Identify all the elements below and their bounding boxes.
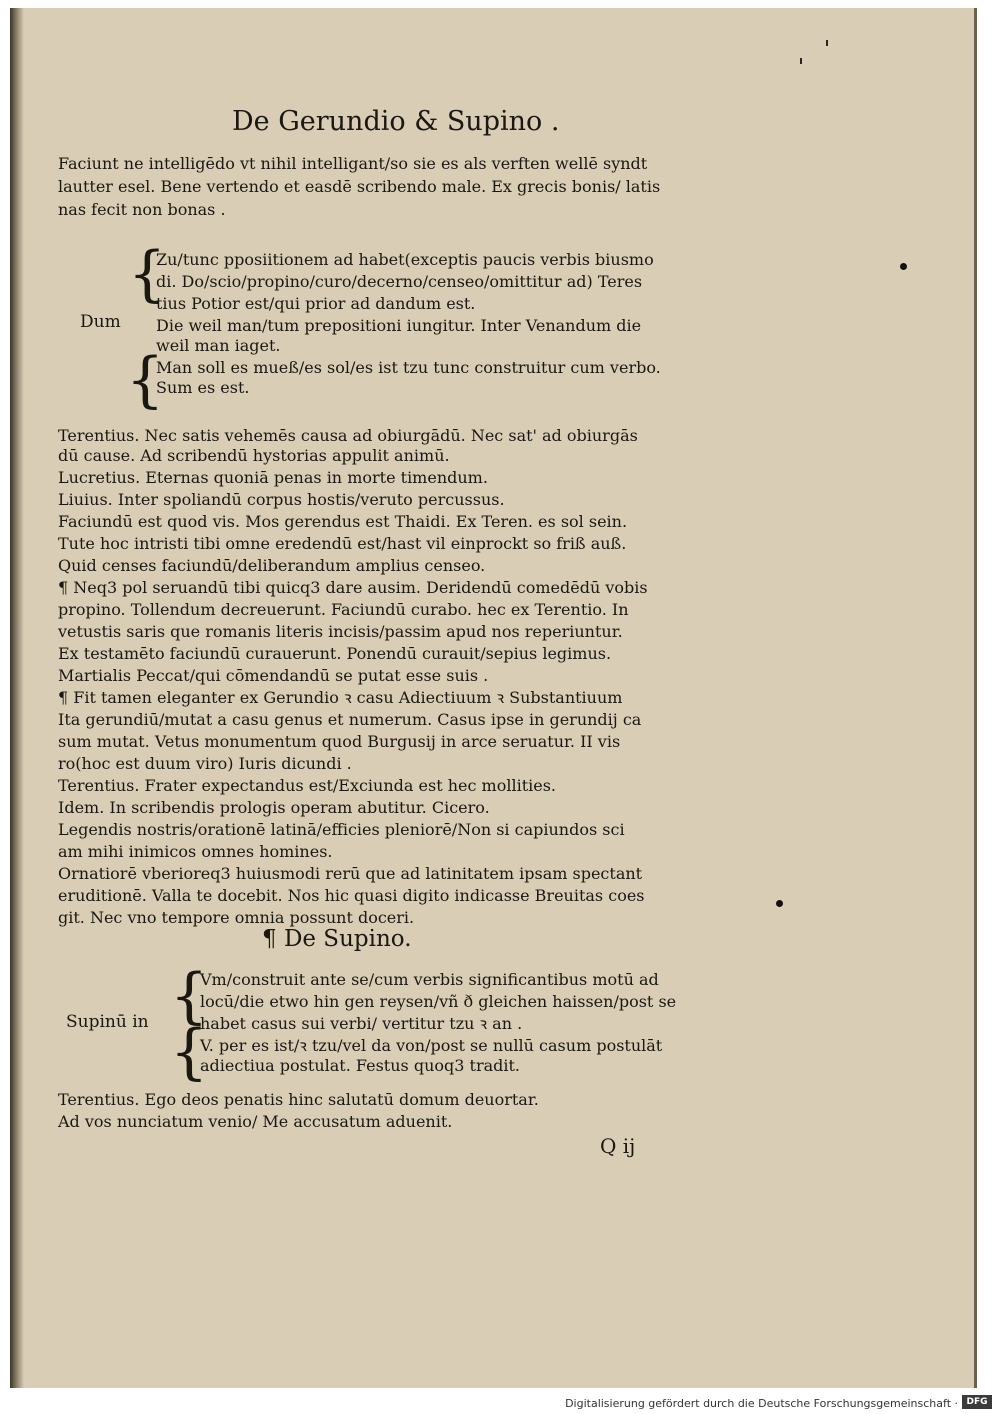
text-line: tius Potior est/qui prior ad dandum est. — [156, 294, 476, 313]
text-line: Idem. In scribendis prologis operam abutitur. Cicero. — [58, 798, 490, 817]
text-line: Lucretius. Eternas quoniā penas in morte timendum. — [58, 468, 488, 487]
text-line: Faciundū est quod vis. Mos gerendus est Thaidi. Ex Teren. es sol sein. — [58, 512, 628, 531]
signature-mark: Q ij — [600, 1134, 636, 1158]
text-line: ¶ Fit tamen eleganter ex Gerundio ꝛ casu Adiectiuum ꝛ Substantiuum — [58, 688, 623, 707]
text-line: adiectiua postulat. Festus quoq3 tradit. — [200, 1056, 520, 1075]
text-line: Quid censes faciundū/deliberandum amplius censeo. — [58, 556, 486, 575]
text-line: Die weil man/tum prepositioni iungitur. Inter Venandum die — [156, 316, 642, 335]
dum-label: Dum — [80, 312, 121, 332]
text-line: nas fecit non bonas . — [58, 200, 226, 219]
text-line: di. Do/scio/propino/curo/decerno/censeo/omittitur ad) Teres — [156, 272, 643, 291]
text-line: Zu/tunc pposiitionem ad habet(exceptis paucis verbis biusmo — [156, 250, 654, 269]
text-line: habet casus sui verbi/ vertitur tzu ꝛ an . — [200, 1014, 523, 1033]
brace-supino-lower: { — [170, 1017, 209, 1087]
text-line: Legendis nostris/orationē latinā/efficies pleniorē/Non si capiundos sci — [58, 820, 625, 839]
text-line: Liuius. Inter spoliandū corpus hostis/veruto percussus. — [58, 490, 505, 509]
text-line: am mihi inimicos omnes homines. — [58, 842, 333, 861]
section-heading: ¶ De Supino. — [262, 926, 412, 952]
ink-speck — [826, 40, 828, 46]
text-line: weil man iaget. — [156, 336, 281, 355]
text-line: Martialis Peccat/qui cōmendandū se putat esse suis . — [58, 666, 489, 685]
text-line: Terentius. Frater expectandus est/Exciunda est hec mollities. — [58, 776, 556, 795]
text-line: Man soll es mueß/es sol/es ist tzu tunc construitur cum verbo. — [156, 358, 661, 377]
brace-supino-upper: { — [170, 961, 209, 1031]
text-line: Terentius. Nec satis vehemēs causa ad obiurgādū. Nec sat' ad obiurgās — [58, 426, 638, 445]
brace-upper: { — [128, 239, 167, 309]
binding-shadow — [10, 8, 24, 1388]
text-line: sum mutat. Vetus monumentum quod Burgusij in arce seruatur. II vis — [58, 732, 621, 751]
text-line: locū/die etwo hin gen reysen/vñ ð gleichen haissen/post se — [200, 992, 677, 1011]
text-line: ro(hoc est duum viro) Iuris dicundi . — [58, 754, 352, 773]
text-line: dū cause. Ad scribendū hystorias appulit animū. — [58, 446, 450, 465]
text-line: V. per es ist/ꝛ tzu/vel da von/post se nullū casum postulāt — [200, 1036, 663, 1055]
text-line: Ornatiorē vberioreq3 huiusmodi rerū que ad latinitatem ipsam spectant — [58, 864, 643, 883]
dfg-logo: DFG — [962, 1395, 992, 1409]
ink-dot — [900, 263, 907, 270]
footer-bar — [0, 1390, 1000, 1414]
text-line: Tute hoc intristi tibi omne eredendū est/hast vil einprockt so friß auß. — [58, 534, 627, 553]
text-line: propino. Tollendum decreuerunt. Faciundū curabo. hec ex Terentio. In — [58, 600, 629, 619]
text-line: Faciunt ne intelligēdo vt nihil intelligant/so sie es als verften wellē syndt — [58, 154, 648, 173]
brace-lower: { — [126, 345, 165, 415]
text-line: Ad vos nunciatum venio/ Me accusatum aduenit. — [58, 1112, 453, 1131]
text-line: eruditionē. Valla te docebit. Nos hic quasi digito indicasse Breuitas coes — [58, 886, 645, 905]
footer-credit: Digitalisierung gefördert durch die Deutsche Forschungsgemeinschaft · — [565, 1397, 958, 1410]
text-line: lautter esel. Bene vertendo et easdē scribendo male. Ex grecis bonis/ latis — [58, 177, 661, 196]
ink-dot — [776, 900, 783, 907]
text-line: Sum es est. — [156, 378, 250, 397]
text-line: Terentius. Ego deos penatis hinc salutatū domum deuortar. — [58, 1090, 539, 1109]
supino-label: Supinū in — [66, 1012, 149, 1032]
ink-speck — [800, 58, 802, 64]
text-line: Vm/construit ante se/cum verbis significantibus motū ad — [200, 970, 659, 989]
text-line: vetustis saris que romanis literis incisis/passim apud nos reperiuntur. — [58, 622, 623, 641]
text-line: ¶ Neq3 pol seruandū tibi quicq3 dare ausim. Deridendū comedēdū vobis — [58, 578, 648, 597]
text-line: Ex testamēto faciundū curauerunt. Ponendū curauit/sepius legimus. — [58, 644, 612, 663]
text-line: Ita gerundiū/mutat a casu genus et numerum. Casus ipse in gerundij ca — [58, 710, 642, 729]
running-head: De Gerundio & Supino . — [232, 106, 560, 137]
text-line: git. Nec vno tempore omnia possunt doceri. — [58, 908, 415, 927]
